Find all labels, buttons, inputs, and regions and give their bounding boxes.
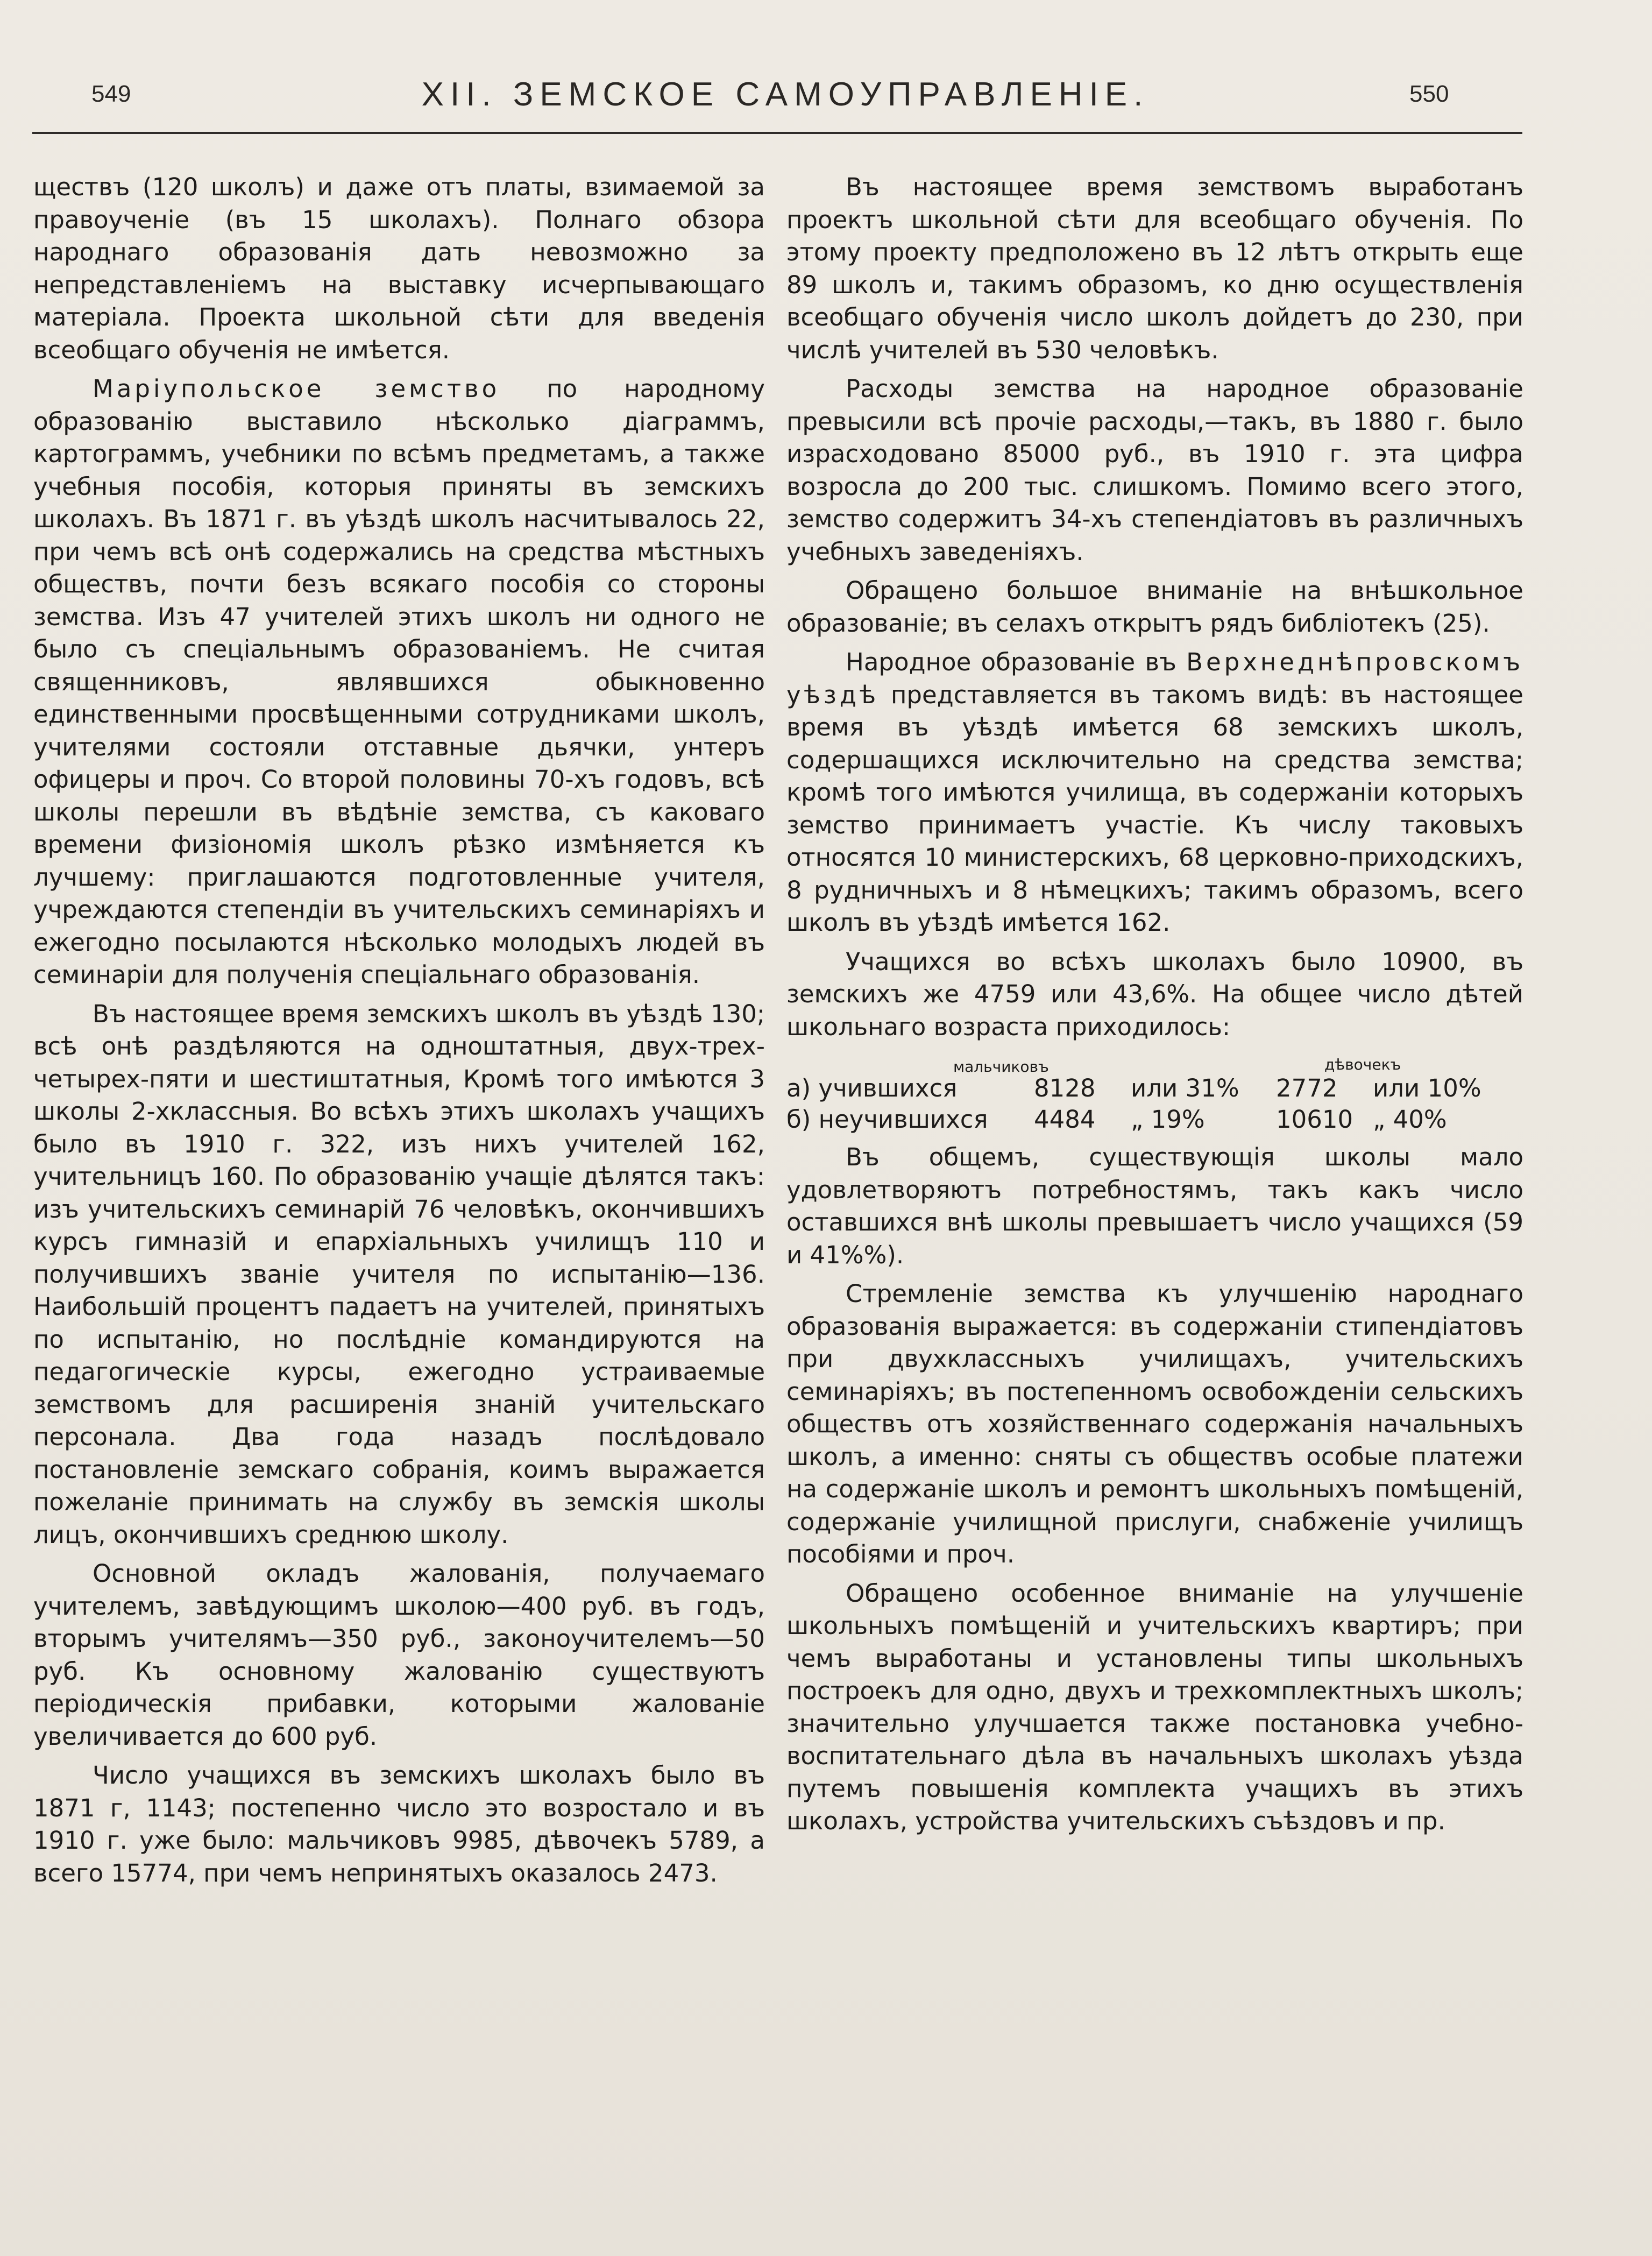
left-column — [33, 171, 765, 1896]
paragraph: Въ настоящее время земствомъ выработанъ проектъ школьной сѣти для всеобщаго обученія. По этому проекту предположено въ 12 лѣтъ открыть еще 89 школъ и, такимъ образомъ, ко дню осуществленія всеобщаго обученія число школъ дойдетъ до 230, при числѣ учителей въ 530 человѣкъ. — [786, 173, 1523, 364]
page-number-left: 549 — [91, 81, 131, 107]
paragraph-text: по народному образованію выставило нѣсколько діаграммъ, картограммъ, учебники по всѣмъ предметамъ, а также учебныя пособія, которыя приняты въ земскихъ школахъ. Въ 1871 г. въ уѣздѣ школъ насчитывалось 22, при чемъ всѣ онѣ содержались на средства мѣстныхъ обществъ, почти безъ всякаго пособія со стороны земства. Изъ 47 учителей этихъ школъ ни одного не было съ спеціальнымъ образованіемъ. Не считая священниковъ, являвшихся обыкновенно единственными просвѣщенными сотрудниками школъ, учителями состояли отставные дьячки, унтеръ офицеры и проч. Со второй половины 70-хъ годовъ, всѣ школы перешли въ вѣдѣніе земства, съ каковаго времени физіономія школъ рѣзко измѣняется къ лучшему: приглашаются подготовленные учителя, учреждаются степендіи въ учительскихъ семинаріяхъ и ежегодно посылаются нѣсколько молодыхъ людей въ семинаріи для полученія спеціальнаго образованія. — [33, 374, 765, 989]
paragraph: Учащихся во всѣхъ школахъ было 10900, въ земскихъ же 4759 или 43,6%. На общее число дѣтей школьнаго возраста приходилось: — [786, 947, 1523, 1041]
table-header — [786, 1050, 1523, 1076]
boys-count: 4484 — [1034, 1105, 1096, 1134]
row-label: б) неучившихся — [786, 1105, 988, 1134]
girls-percent: „ 40% — [1373, 1105, 1447, 1134]
pupils-table — [786, 1050, 1523, 1136]
page-header — [32, 65, 1522, 135]
paragraph: Число учащихся въ земскихъ школахъ было въ 1871 г, 1143; постепенно число это возростало и въ 1910 г. уже было: мальчиковъ 9985, дѣвочекъ 5789, а всего 15774, при чемъ непринятыхъ оказалось 2473. — [33, 1761, 765, 1887]
boys-count: 8128 — [1034, 1074, 1096, 1102]
header-rule — [32, 132, 1522, 134]
paragraph: ществъ (120 школъ) и даже отъ платы, взимаемой за правоученіе (въ 15 школахъ). Полнаго обзора народнаго образованія дать невозможно за непредставленіемъ на выставку исчерпывающаго матеріала. Проекта школьной сѣти для введенія всеобщаго обученія не имѣется. — [33, 173, 765, 364]
page-number-right: 550 — [1409, 81, 1449, 107]
boys-percent: или 31% — [1131, 1074, 1239, 1102]
paragraph: Обращено особенное вниманіе на улучшеніе школьныхъ помѣщеній и учительскихъ квартиръ; при чемъ выработаны и установлены типы школьныхъ построекъ для одно, двухъ и трехкомплектныхъ школъ; значительно улучшается также постановка учебно-воспитательнаго дѣла въ начальныхъ школахъ уѣзда путемъ повышенія комплекта учащихъ въ этихъ школахъ, устройства учительскихъ съѣздовъ и пр. — [786, 1579, 1523, 1835]
table-row — [786, 1105, 1523, 1136]
paragraph: Расходы земства на народное образованіе превысили всѣ прочіе расходы,—такъ, въ 1880 г. было израсходовано 85000 руб., въ 1910 г. эта цифра возросла до 200 тыс. слишкомъ. Помимо всего этого, земство содержитъ 34-хъ степендіатовъ въ различныхъ учебныхъ заведеніяхъ. — [786, 374, 1523, 566]
paragraph: Въ общемъ, существующія школы мало удовлетворяютъ потребностямъ, такъ какъ число оставшихся внѣ школы превышаетъ число учащихся (59 и 41%%). — [786, 1143, 1523, 1269]
paragraph: Стремленіе земства къ улучшенію народнаго образованія выражается: въ содержаніи стипендіатовъ при двухклассныхъ училищахъ, учительскихъ семинаріяхъ; въ постепенномъ освобожденіи сельскихъ обществъ отъ хозяйственнаго содержанія начальныхъ школъ, а именно: сняты съ обществъ особые платежи на содержаніе школъ и ремонтъ школьныхъ помѣщеній, содержаніе училищной прислуги, снабженіе училищъ пособіями и проч. — [786, 1279, 1523, 1568]
running-title: XII. ЗЕМСКОЕ САМОУПРАВЛЕНІЕ. — [421, 76, 1150, 113]
column-header-girls: дѣвочекъ — [1324, 1056, 1401, 1073]
emphasized-term: Маріупольское земство — [93, 374, 500, 403]
paragraph-text: Народное образованіе въ — [846, 648, 1187, 676]
paragraph-verkhnedneprovsk — [786, 646, 1523, 939]
girls-percent: или 10% — [1373, 1074, 1481, 1102]
emphasized-term: Верхнеднѣпровскомъ уѣздѣ — [786, 648, 1523, 709]
paragraph: Основной окладъ жалованія, получаемаго учителемъ, завѣдующимъ школою—400 руб. въ годъ, вторымъ учителямъ—350 руб., законоучителемъ—50 руб. Къ основному жалованію существуютъ періодическія прибавки, которыми жалованіе увеличивается до 600 руб. — [33, 1559, 765, 1751]
paragraph: Въ настоящее время земскихъ школъ въ уѣздѣ 130; всѣ онѣ раздѣляются на одноштатныя, двух-трех-четырех-пяти и шестиштатныя, Кромѣ того имѣются 3 школы 2-хклассныя. Во всѣхъ этихъ школахъ учащихъ было въ 1910 г. 322, изъ нихъ учителей 162, учительницъ 160. По образованію учащіе дѣлятся такъ: изъ учительскихъ семинарій 76 человѣкъ, окончившихъ курсъ гимназій и епархіальныхъ училищъ 110 и получившихъ званіе учителя по испытанію—136. Наибольшій процентъ падаетъ на учителей, принятыхъ по испытанію, но послѣдніе командируются на педагогическіе курсы, ежегодно устраиваемые земствомъ для расширенія знаній учительскаго персонала. Два года назадъ послѣдовало постановленіе земскаго собранія, коимъ выражается пожеланіе принимать на службу въ земскія школы лицъ, окончившихъ среднюю школу. — [33, 999, 765, 1549]
table-row — [786, 1073, 1523, 1105]
boys-percent: „ 19% — [1131, 1105, 1205, 1134]
right-column — [786, 171, 1523, 1844]
paragraph: Обращено большое вниманіе на внѣшкольное образованіе; въ селахъ открытъ рядъ библіотекъ (25). — [786, 576, 1523, 638]
paragraph-text: представляется въ такомъ видѣ: въ настоящее время въ уѣздѣ имѣется 68 земскихъ школъ, содершащихся исключительно на средства земства; кромѣ того имѣются училища, въ содержаніи которыхъ земство принимаетъ участіе. Къ числу таковыхъ относятся 10 министерскихъ, 68 церковно-приходскихъ, 8 рудничныхъ и 8 нѣмецкихъ; такимъ образомъ, всего школъ въ уѣздѣ имѣется 162. — [786, 680, 1523, 937]
girls-count: 2772 — [1276, 1074, 1338, 1102]
row-label: а) учившихся — [786, 1074, 958, 1102]
paragraph-mariupol — [33, 373, 765, 992]
girls-count: 10610 — [1276, 1105, 1353, 1134]
column-header-boys: мальчиковъ — [953, 1058, 1049, 1076]
